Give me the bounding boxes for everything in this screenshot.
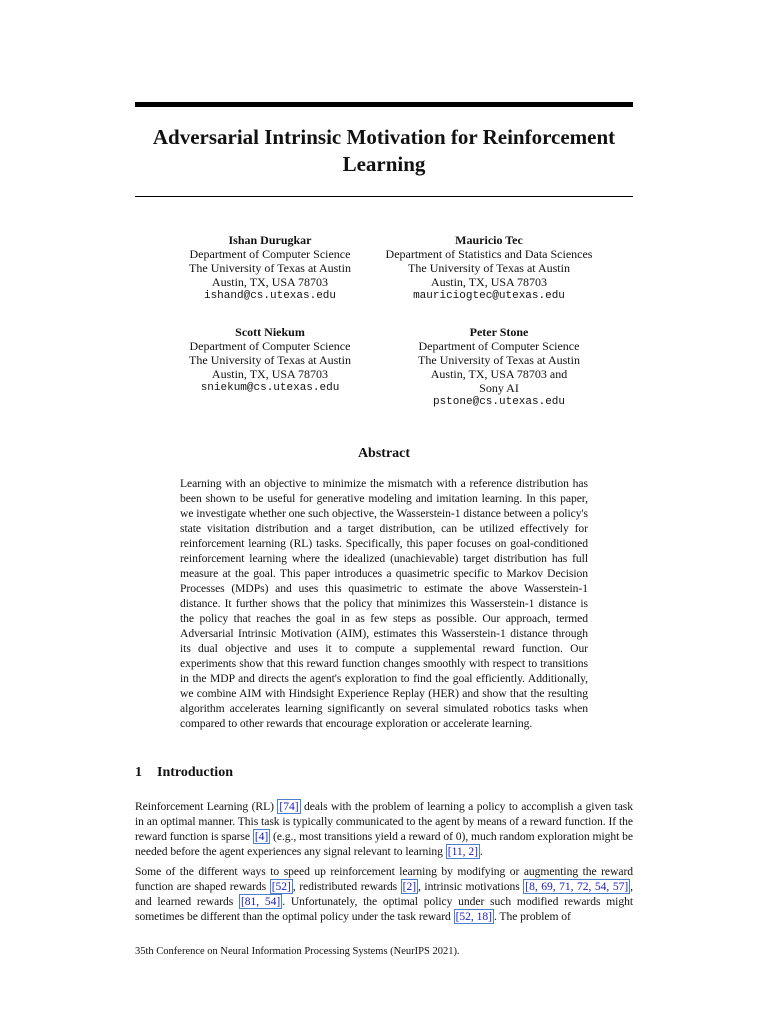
author-email[interactable]: sniekum@cs.utexas.edu bbox=[200, 382, 340, 394]
author-institution: The University of Texas at Austin bbox=[418, 353, 580, 367]
paragraph-text: (e.g., most transitions yield a reward of 0), much random exploration might be needed before the agent experiences any signal relevant to learning bbox=[135, 830, 633, 858]
author-affiliation-extra: Sony AI bbox=[479, 381, 519, 395]
citation-link[interactable]: [8, 69, 71, 72, 54, 57] bbox=[525, 880, 629, 893]
paper-title: Adversarial Intrinsic Motivation for Reinforcement Learning bbox=[152, 125, 616, 176]
conference-footer: 35th Conference on Neural Information Processing Systems (NeurIPS 2021). bbox=[135, 946, 460, 957]
abstract-heading: Abstract bbox=[357, 446, 411, 461]
paragraph-text: . The problem of bbox=[493, 910, 571, 923]
author-institution: The University of Texas at Austin bbox=[408, 261, 570, 275]
intro-paragraph bbox=[135, 799, 633, 859]
citation-link[interactable]: [81, 54] bbox=[241, 895, 281, 908]
author-name: Scott Niekum bbox=[235, 325, 305, 339]
author-address: Austin, TX, USA 78703 bbox=[211, 275, 329, 289]
author-block bbox=[155, 233, 385, 303]
paragraph-text: . Unfortunately, the optimal policy under such modified rewards might sometimes be different than the optimal policy under the task reward bbox=[135, 895, 633, 923]
author-department: Department of Computer Science bbox=[189, 247, 351, 261]
author-institution: The University of Texas at Austin bbox=[189, 261, 351, 275]
author-department: Department of Statistics and Data Sciences bbox=[385, 247, 593, 261]
author-name: Peter Stone bbox=[469, 325, 529, 339]
section-heading bbox=[135, 765, 233, 781]
author-email[interactable]: ishand@cs.utexas.edu bbox=[203, 290, 337, 302]
title-bottom-rule bbox=[135, 196, 633, 197]
citation-link[interactable]: [52] bbox=[271, 880, 291, 893]
author-address: Austin, TX, USA 78703 bbox=[211, 367, 329, 381]
title-top-rule bbox=[135, 102, 633, 107]
abstract-text: Learning with an objective to minimize the mismatch with a reference distribution has been shown to be useful for generative modeling and imitation learning. In this paper, we investigate whether one such objective, the Wasserstein-1 distance between a policy's state visitation distribution and a target distribution, can be utilized effectively for reinforcement learning (RL) tasks. Specifically, this paper focuses on goal-conditioned reinforcement learning where the idealized (unachievable) target distribution has full measure at the goal. This paper introduces a quasimetric specific to Markov Decision Processes (MDPs) and uses this quasimetric to estimate the above Wasserstein-1 distance. It further shows that the policy that minimizes this Wasserstein-1 distance is the policy that reaches the goal in as few steps as possible. Our approach, termed Adversarial Intrinsic Motivation (AIM), estimates this Wasserstein-1 distance through its dual objective and uses it to compute a supplemental reward function. Our experiments show that this reward function changes smoothly with respect to transitions in the MDP and directs the agent's exploration to find the goal efficiently. Additionally, we combine AIM with Hindsight Experience Replay (HER) and show that the resulting algorithm accelerates learning significantly on several simulated robotics tasks when compared to other rewards that encourage exploration or accelerate learning. bbox=[180, 477, 588, 730]
paragraph-text: . bbox=[479, 845, 483, 858]
citation-link[interactable]: [2] bbox=[402, 880, 417, 893]
author-department: Department of Computer Science bbox=[418, 339, 580, 353]
author-name: Ishan Durugkar bbox=[228, 233, 312, 247]
author-name: Mauricio Tec bbox=[455, 233, 523, 247]
paragraph-text: Reinforcement Learning (RL) bbox=[135, 800, 278, 813]
author-block bbox=[155, 325, 385, 395]
citation-link[interactable]: [11, 2] bbox=[447, 845, 478, 858]
author-address: Austin, TX, USA 78703 bbox=[430, 275, 548, 289]
author-institution: The University of Texas at Austin bbox=[189, 353, 351, 367]
citation-link[interactable]: [74] bbox=[279, 800, 299, 813]
author-block bbox=[374, 233, 604, 303]
citation-link[interactable]: [4] bbox=[254, 830, 269, 843]
paragraph-text: , and learned rewards bbox=[135, 880, 633, 908]
paragraph-text: , intrinsic motivations bbox=[418, 880, 524, 893]
section-number: 1 bbox=[135, 765, 142, 780]
paragraph-text: Some of the different ways to speed up reinforcement learning by modifying or augmenting the reward function are shaped rewards bbox=[135, 865, 633, 893]
section-title: Introduction bbox=[157, 765, 233, 780]
intro-paragraph bbox=[135, 864, 633, 924]
paragraph-text: , redistributed rewards bbox=[292, 880, 401, 893]
author-block bbox=[384, 325, 614, 409]
author-email[interactable]: mauriciogtec@utexas.edu bbox=[413, 290, 565, 302]
author-department: Department of Computer Science bbox=[189, 339, 351, 353]
citation-link[interactable]: [52, 18] bbox=[455, 910, 492, 923]
author-address: Austin, TX, USA 78703 and bbox=[430, 367, 568, 381]
paragraph-text: deals with the problem of learning a policy to accomplish a given task in an optimal manner. This task is typically communicated to the agent by means of a reward function. If the reward function is sparse bbox=[135, 800, 633, 843]
author-email[interactable]: pstone@cs.utexas.edu bbox=[432, 396, 566, 408]
